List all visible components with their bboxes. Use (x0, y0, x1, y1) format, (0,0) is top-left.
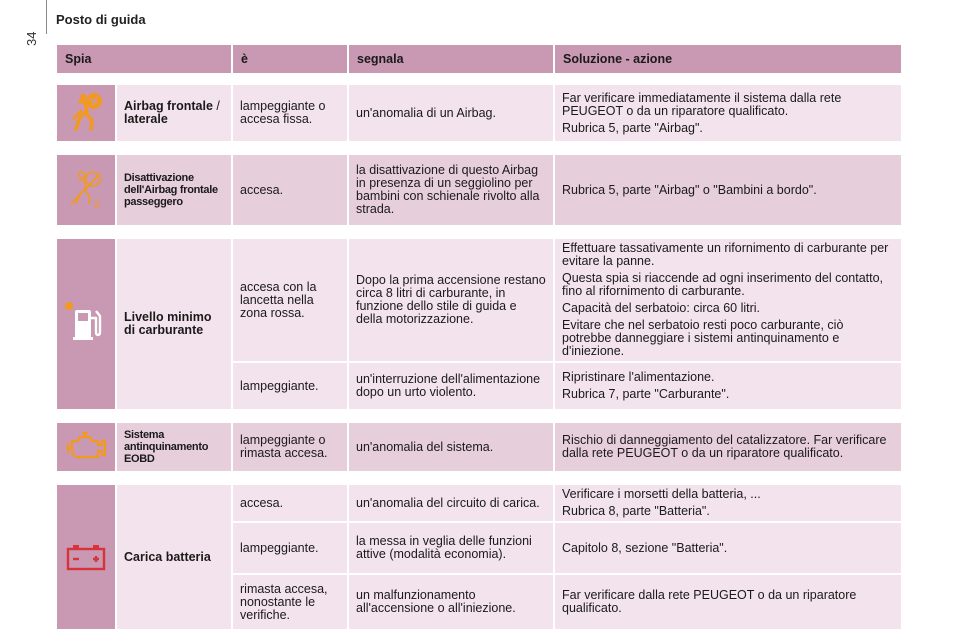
state-cell: lampeggiante o accesa fissa. (233, 85, 349, 143)
signal-cell: Dopo la prima accensione restano circa 8 litri di carburante, in funzione dello stile di guida e della motorizzazione. (349, 239, 555, 363)
column-header-state: è (233, 45, 349, 73)
page-margin-rule (46, 0, 47, 34)
table-row (57, 155, 903, 227)
warning-light-name: Airbag frontale / laterale (117, 85, 233, 143)
solution-cell: Verificare i morsetti della batteria, ... Rubrica 8, parte "Batteria". (555, 485, 903, 523)
signal-cell: un'anomalia del sistema. (349, 423, 555, 473)
page-number: 34 (24, 31, 39, 46)
solution-cell: Capitolo 8, sezione "Batteria". (555, 523, 903, 575)
signal-cell: la messa in veglia delle funzioni attive (modalità economia). (349, 523, 555, 575)
column-header-signal: segnala (349, 45, 555, 73)
state-cell: accesa. (233, 485, 349, 523)
warning-lights-table (57, 45, 903, 631)
solution-cell: Ripristinare l'alimentazione. Rubrica 7, parte "Carburante". (555, 363, 903, 411)
warning-light-name: Disattivazione dell'Airbag frontale passeggero (117, 155, 233, 227)
signal-cell: un malfunzionamento all'accensione o all'iniezione. (349, 575, 555, 631)
state-cell: lampeggiante. (233, 523, 349, 575)
icon-cell (57, 423, 117, 473)
solution-cell: Far verificare dalla rete PEUGEOT o da un riparatore qualificato. (555, 575, 903, 631)
signal-cell: un'anomalia di un Airbag. (349, 85, 555, 143)
warning-light-name: Livello minimo di carburante (117, 239, 233, 411)
airbag-warning-icon (64, 91, 108, 135)
icon-cell (57, 155, 117, 227)
state-cell: rimasta accesa, nonostante le verifiche. (233, 575, 349, 631)
table-header-row (57, 45, 903, 73)
icon-cell (57, 85, 117, 143)
column-header-solution: Soluzione - azione (555, 45, 903, 73)
column-header-spia: Spia (57, 45, 233, 73)
solution-cell: Effettuare tassativamente un rifornimento di carburante per evitare la panne. Questa spia si riaccende ad ogni inserimento del contatto, fino al rifornimento di carburante. Capacità del serbatoio: circa 60 litri. Evitare che nel serbatoio resti poco carburante, ciò potrebbe danneggiare i sistemi antinquinamento e d'iniezione. (555, 239, 903, 363)
signal-cell: la disattivazione di questo Airbag in presenza di un seggiolino per bambini con schienale rivolto alla strada. (349, 155, 555, 227)
passenger-airbag-off-icon (64, 168, 108, 212)
icon-cell (57, 239, 117, 411)
solution-cell: Rischio di danneggiamento del catalizzatore. Far verificare dalla rete PEUGEOT o da un riparatore qualificato. (555, 423, 903, 473)
icon-cell (57, 485, 117, 631)
table-row (57, 239, 903, 363)
fuel-level-icon (64, 300, 108, 348)
section-title: Posto di guida (56, 12, 146, 27)
solution-cell: Far verificare immediatamente il sistema dalla rete PEUGEOT o da un riparatore qualificato. Rubrica 5, parte "Airbag". (555, 85, 903, 143)
table-row (57, 485, 903, 523)
table-row (57, 423, 903, 473)
signal-cell: un'interruzione dell'alimentazione dopo un urto violento. (349, 363, 555, 411)
engine-emission-icon (64, 429, 108, 465)
signal-cell: un'anomalia del circuito di carica. (349, 485, 555, 523)
warning-light-name: Carica batteria (117, 485, 233, 631)
state-cell: lampeggiante o rimasta accesa. (233, 423, 349, 473)
solution-cell: Rubrica 5, parte "Airbag" o "Bambini a bordo". (555, 155, 903, 227)
state-cell: lampeggiante. (233, 363, 349, 411)
warning-light-name: Sistema antinquinamento EOBD (117, 423, 233, 473)
battery-charge-icon (64, 541, 108, 573)
table-row (57, 85, 903, 143)
state-cell: accesa. (233, 155, 349, 227)
state-cell: accesa con la lancetta nella zona rossa. (233, 239, 349, 363)
svg-text:2: 2 (94, 199, 101, 211)
